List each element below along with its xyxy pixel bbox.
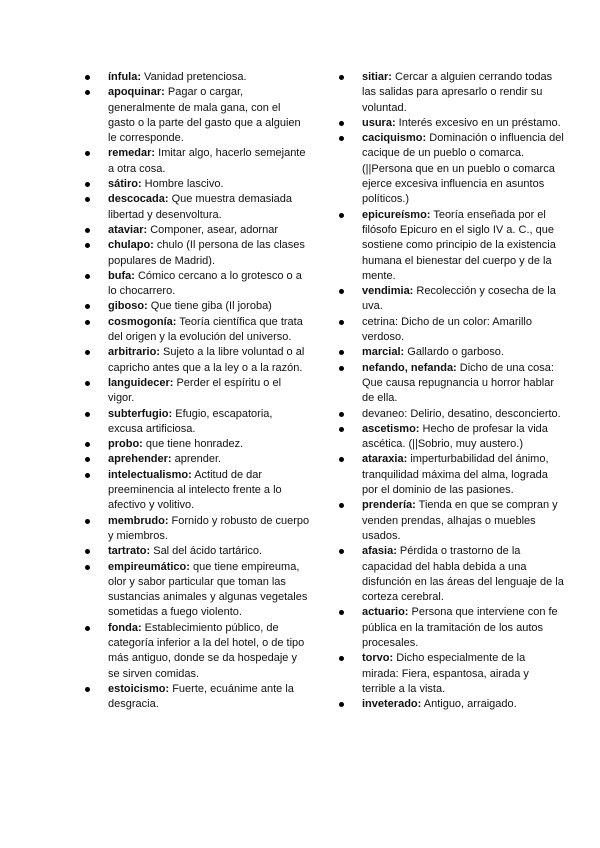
bullet-icon [85,381,90,386]
glossary-entry [336,422,564,453]
bullet-icon [85,626,90,631]
glossary-entry [82,345,310,376]
glossary-entry [82,682,310,713]
entry-definition: Gallardo o garboso. [404,346,504,359]
bullet-icon [339,366,344,371]
bullet-icon [85,565,90,570]
glossary-entry [82,85,310,146]
bullet-icon [339,289,344,294]
entry-definition: aprender. [171,453,222,466]
entry-term: actuario: [362,606,409,619]
entry-definition: Dicho de una cosa: Que causa repugnancia u horror hablar de ella. [362,361,555,405]
entry-definition: Hombre lascivo. [141,178,224,191]
glossary-entry [82,514,310,545]
entry-term: ínfula: [108,71,141,83]
glossary-entry [82,407,310,438]
entry-term: ascetismo: [362,422,420,435]
bullet-icon [339,350,344,355]
entry-definition: Antiguo, arraigado. [421,698,517,711]
entry-definition: Pagar o cargar, generalmente de mala gana, con el gasto o la parte del gasto que a alguien le corresponde. [108,86,301,145]
entry-term: ataviar: [108,223,148,236]
bullet-icon [339,412,344,417]
bullet-icon [85,304,90,309]
entry-term: epicureísmo: [362,208,431,221]
bullet-icon [85,320,90,325]
entry-term: membrudo: [108,514,169,527]
entry-term: intelectualismo: [108,468,192,481]
entry-term: chulapo: [108,239,154,252]
bullet-icon [339,610,344,615]
entry-term: torvo: [362,652,394,665]
glossary-entry [82,452,310,467]
entry-definition: Actitud de dar preeminencia al intelecto frente a lo afectivo y volitivo. [108,468,282,512]
bullet-icon [85,457,90,462]
bullet-icon [85,549,90,554]
glossary-entry [82,269,310,300]
entry-term: empireumático: [108,560,190,573]
glossary-entry [82,560,310,621]
glossary-entry [82,376,310,407]
bullet-icon [85,182,90,187]
entry-term: nefando, nefanda: [362,361,457,374]
entry-definition: Teoría enseñada por el filósofo Epicuro en el siglo IV a. C., que sostiene como principio de la existencia humana el bienestar del cuerpo y de la mente. [362,208,556,282]
entry-definition: que tiene honradez. [142,438,244,451]
bullet-icon [85,151,90,156]
glossary-entry [336,70,564,116]
entry-term: languidecer: [108,376,174,389]
entry-definition: Teoría científica que trata del origen y la evolución del universo. [108,315,303,344]
glossary-entry [82,437,310,452]
entry-definition: Efugio, escapatoria, excusa artificiosa. [108,407,273,435]
glossary-entry [82,238,310,269]
right-column [336,70,564,712]
bullet-icon [85,228,90,233]
glossary-entry [336,361,564,407]
entry-definition: Persona que interviene con fe pública en la tramitación de los autos procesales. [362,606,558,649]
entry-definition: Hecho de profesar la vida ascética. (||Sobrio, muy austero.) [362,422,548,451]
entry-term: fonda: [108,621,142,634]
entry-definition: Componer, asear, adornar [147,223,278,236]
entry-definition: Pérdida o trastorno de la capacidad del habla debida a una disfunción en las áreas del lenguaje de la corteza cerebral. [362,545,564,604]
entry-definition: Sal del ácido tartárico. [150,545,263,558]
bullet-icon [85,350,90,355]
entry-definition: Tienda en que se compran y venden prendas, alhajas o muebles usados. [362,499,558,542]
entry-term: estoicismo: [108,682,170,695]
entry-term: sátiro: [108,178,142,191]
left-column [82,70,310,712]
entry-definition: Vanidad pretenciosa. [141,71,247,83]
glossary-entry [336,697,564,712]
glossary-entry [336,131,564,207]
entry-term: caciquismo: [362,132,427,145]
entry-definition: que tiene empireuma, olor y sabor particular que toman las sustancias animales y algunas vegetales sometidas a fuego violento. [108,560,308,619]
glossary-entry [82,192,310,223]
glossary-entry [336,498,564,544]
entry-term: subterfugio: [108,407,173,420]
bullet-icon [339,320,344,325]
entry-term: sitiar: [362,71,392,83]
bullet-icon [85,90,90,95]
glossary-entry [336,208,564,284]
glossary-entry [82,177,310,192]
bullet-icon [85,412,90,417]
bullet-icon [339,75,344,80]
glossary-list-left [82,70,310,712]
glossary-entry [336,605,564,651]
entry-definition: Que tiene giba (Il joroba) [147,300,272,313]
bullet-icon [339,503,344,508]
entry-term: apoquinar: [108,86,165,99]
glossary-entry [336,651,564,697]
entry-term: remedar: [108,147,156,160]
glossary-entry [82,146,310,177]
entry-term: marcial: [362,346,405,359]
entry-term: bufa: [108,269,135,282]
entry-definition: Dicho especialmente de la mirada: Fiera, espantosa, airada y terrible a la vista. [362,652,529,695]
glossary-entry [336,544,564,605]
glossary-entry [82,621,310,682]
glossary-entry [82,223,310,238]
glossary-entry [82,299,310,314]
entry-term: afasia: [362,545,397,558]
glossary-list-right [336,70,564,712]
entry-definition: Sujeto a la libre voluntad o al capricho antes que a la ley o a la razón. [108,346,305,374]
entry-definition: Dominación o influencia del cacique de un pueblo o comarca. (||Persona que en un pueblo o comarca ejerce excesiva influencia en asuntos políticos.) [362,132,564,206]
entry-term: giboso: [108,300,148,313]
bullet-icon [339,549,344,554]
bullet-icon [85,687,90,692]
glossary-entry [336,284,564,315]
entry-definition: Establecimiento público, de categoría inferior a la del hotel, o de tipo más antiguo, donde se da hospedaje y se sirven comidas. [108,621,305,680]
entry-term: usura: [362,116,396,129]
entry-term: vendimia: [362,285,414,298]
bullet-icon [85,473,90,478]
entry-definition: Fuerte, ecuánime ante la desgracia. [108,682,294,711]
bullet-icon [85,274,90,279]
entry-term: cosmogonía: [108,315,177,328]
glossary-entry [336,345,564,360]
glossary-entry [82,315,310,346]
entry-term: inveterado: [362,698,422,711]
bullet-icon [85,75,90,80]
entry-definition: Cómico cercano a lo grotesco o a lo chocarrero. [108,269,302,298]
bullet-icon [339,213,344,218]
glossary-entry [336,452,564,498]
entry-definition: Interés excesivo en un préstamo. [395,116,561,129]
entry-definition: Perder el espíritu o el vigor. [108,376,282,405]
entry-definition: imperturbabilidad del ánimo, tranquilidad máxima del alma, lograda por el dominio de las pasiones. [362,453,549,497]
entry-definition: cetrina: Dicho de un color: Amarillo verdoso. [362,315,532,344]
entry-term: tartrato: [108,545,151,558]
entry-definition: chulo (Il persona de las clases populares de Madrid). [108,239,305,267]
glossary-entry [82,544,310,559]
entry-definition: Recolección y cosecha de la uva. [362,285,556,313]
entry-term: prendería: [362,499,416,512]
entry-definition: devaneo: Delirio, desatino, desconcierto. [362,407,561,420]
glossary-entry [336,315,564,346]
glossary-entry [336,116,564,131]
bullet-icon [339,121,344,126]
entry-term: arbitrario: [108,346,160,359]
glossary-entry [82,70,310,85]
glossary-entry [82,468,310,514]
bullet-icon [85,243,90,248]
bullet-icon [339,427,344,432]
entry-term: descocada: [108,193,169,206]
entry-definition: Fornido y robusto de cuerpo y miembros. [108,514,310,542]
bullet-icon [85,519,90,524]
bullet-icon [339,702,344,707]
bullet-icon [85,442,90,447]
glossary-entry [336,407,564,422]
bullet-icon [339,136,344,141]
entry-term: ataraxia: [362,453,408,466]
entry-term: aprehender: [108,453,172,466]
entry-term: probo: [108,438,143,451]
entry-definition: Que muestra demasiada libertad y desenvoltura. [108,193,293,221]
bullet-icon [339,457,344,462]
entry-definition: Cercar a alguien cerrando todas las salidas para apresarlo o rendir su voluntad. [362,71,553,114]
bullet-icon [85,197,90,202]
entry-definition: Imitar algo, hacerlo semejante a otra cosa. [108,147,306,175]
bullet-icon [339,656,344,661]
